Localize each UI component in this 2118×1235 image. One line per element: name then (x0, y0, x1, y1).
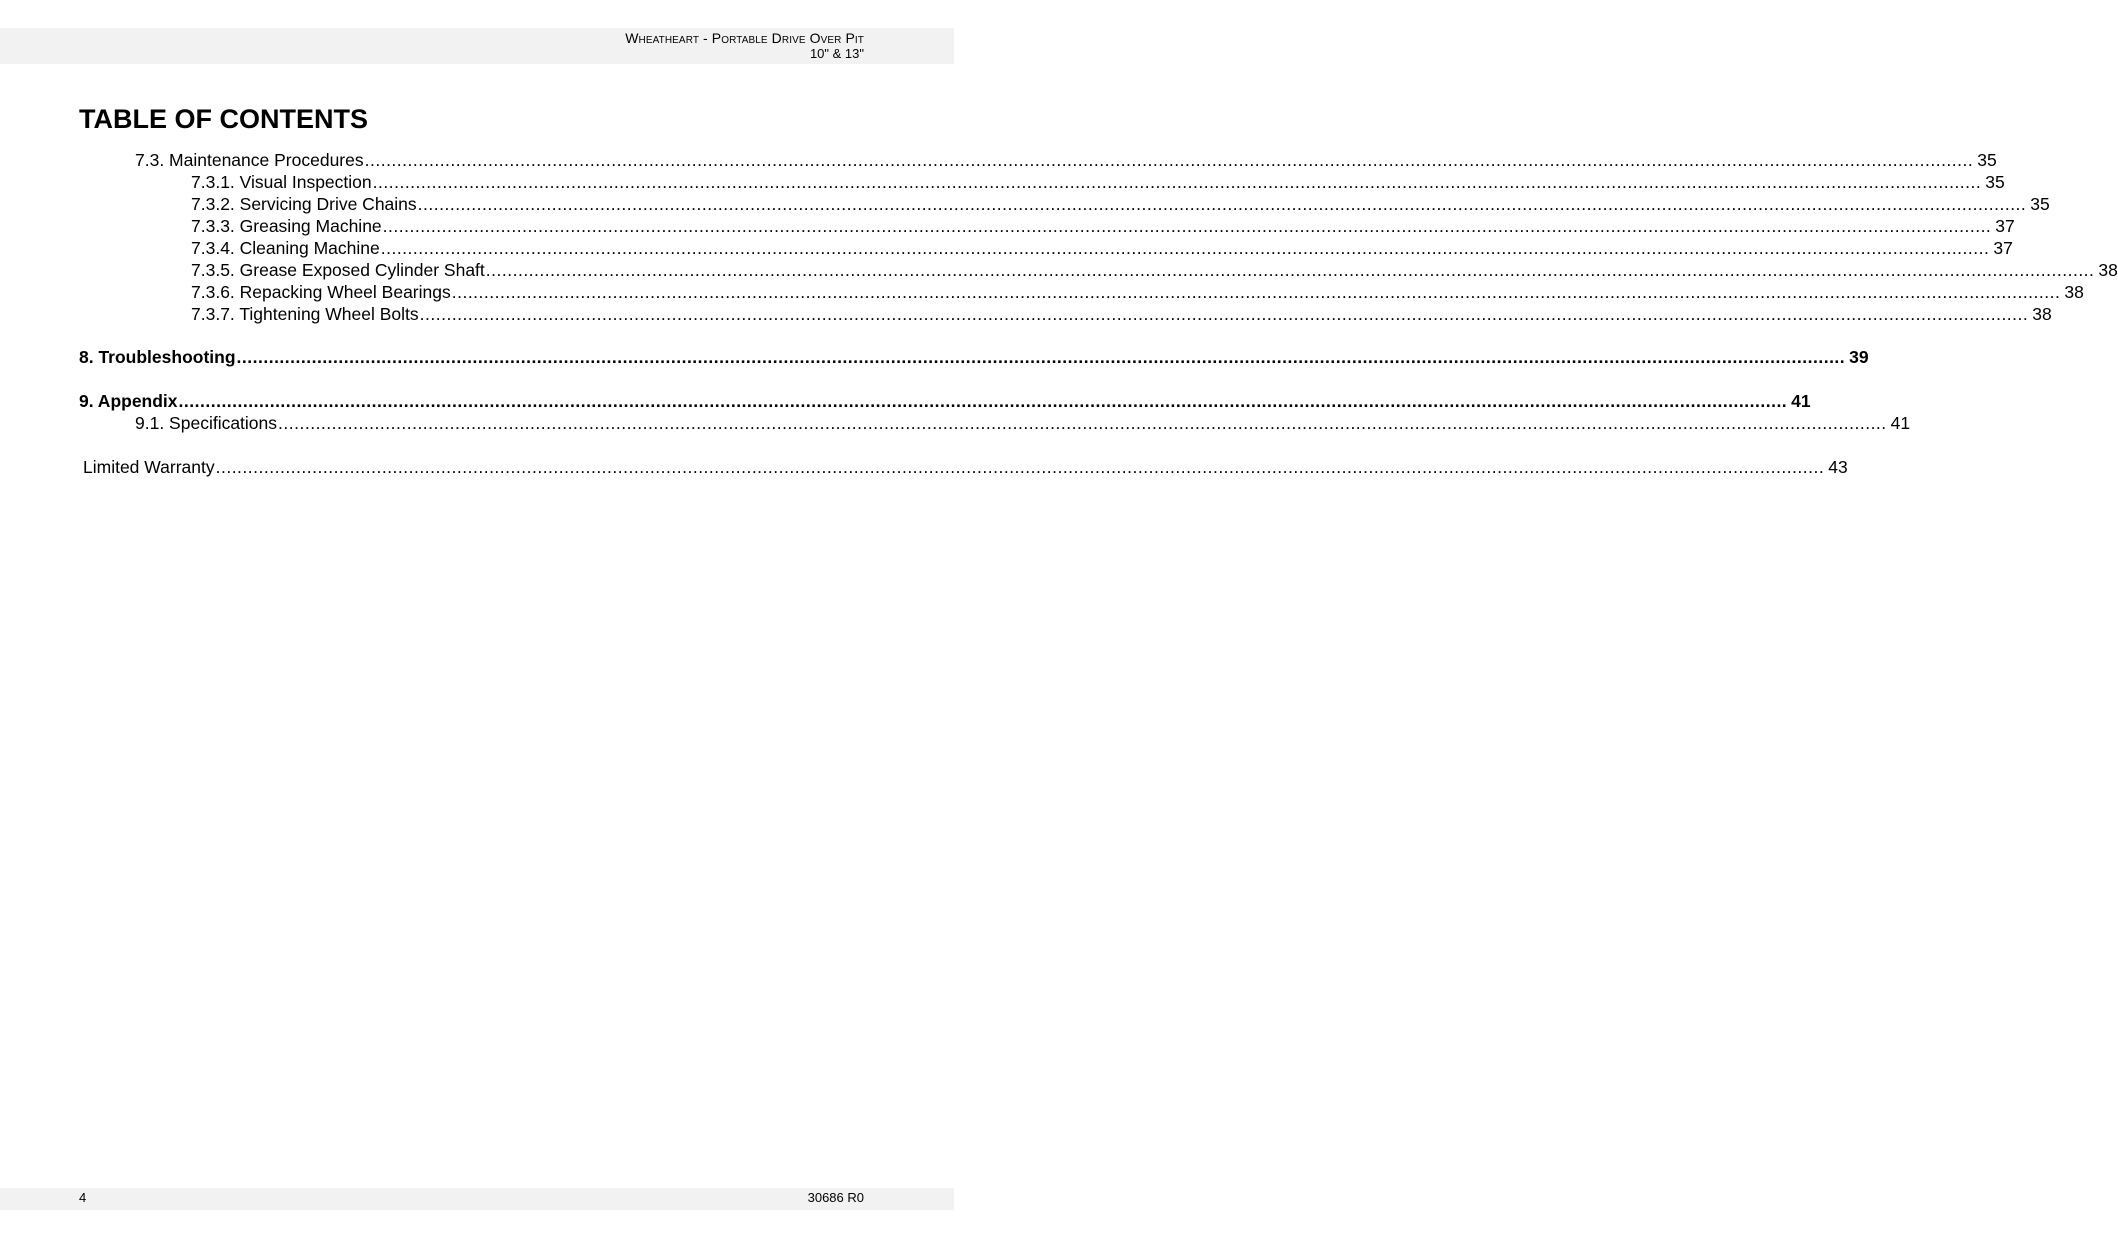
toc-entry[interactable] (79, 390, 1811, 412)
toc-leader-dots: ............................................................................................................................................................................................................................................................................................................ (451, 282, 2061, 302)
running-header (625, 30, 864, 62)
toc-leader-dots: ............................................................................................................................................................................................................................................................................................................ (382, 216, 1992, 236)
toc-entry[interactable] (83, 456, 1848, 478)
toc-entry[interactable] (191, 303, 2052, 325)
page-title: TABLE OF CONTENTS (79, 104, 368, 134)
header-subtitle: 10" & 13" (809, 46, 864, 61)
toc-leader-dots: ............................................................................................................................................................................................................................................................................................................ (278, 413, 1887, 433)
toc-entry-label: Limited Warranty (83, 457, 215, 477)
toc-leader-dots: ............................................................................................................................................................................................................................................................................................................ (236, 347, 1846, 367)
toc-entry-label: 7.3.7. Tightening Wheel Bolts (191, 304, 419, 324)
toc-entry-page: 38 (2032, 304, 2052, 324)
toc-entry[interactable] (79, 346, 1869, 368)
toc-entry-page: 35 (1985, 172, 2005, 192)
toc-leader-dots: ............................................................................................................................................................................................................................................................................................................ (364, 150, 1974, 170)
toc-leader-dots: ............................................................................................................................................................................................................................................................................................................ (178, 391, 1788, 411)
toc-entry[interactable] (191, 215, 2015, 237)
toc-entry-page: 43 (1828, 457, 1848, 477)
toc-entry-label: 7.3.3. Greasing Machine (191, 216, 382, 236)
toc-entry[interactable] (191, 237, 2013, 259)
toc-leader-dots: ............................................................................................................................................................................................................................................................................................................ (372, 172, 1982, 192)
toc-entry-page: 38 (2064, 282, 2084, 302)
toc-entry-label: 7.3.5. Grease Exposed Cylinder Shaft (191, 260, 485, 280)
toc-entry[interactable] (135, 149, 1997, 171)
toc-entry-page: 39 (1849, 347, 1869, 367)
toc-leader-dots: ............................................................................................................................................................................................................................................................................................................ (380, 238, 1990, 258)
footer-page-number: 4 (79, 1190, 87, 1205)
toc-entry-page: 41 (1791, 391, 1811, 411)
toc-entry[interactable] (191, 259, 2118, 281)
toc-entry-label: 9.1. Specifications (135, 413, 278, 433)
toc-entry[interactable] (191, 171, 2005, 193)
toc-entry-page: 35 (2030, 194, 2050, 214)
toc-entry-page: 37 (1995, 216, 2015, 236)
toc-entry-label: 9. Appendix (79, 391, 178, 411)
toc-entry-label: 7.3.2. Servicing Drive Chains (191, 194, 417, 214)
header-title: Wheatheart - Portable Drive Over Pit (625, 30, 864, 46)
toc-leader-dots: ............................................................................................................................................................................................................................................................................................................ (419, 304, 2029, 324)
toc-entry-label: 7.3.4. Cleaning Machine (191, 238, 380, 258)
toc-entry-page: 35 (1977, 150, 1997, 170)
toc-leader-dots: ............................................................................................................................................................................................................................................................................................................ (417, 194, 2027, 214)
toc-entry-label: 7.3. Maintenance Procedures (135, 150, 364, 170)
toc-entry-label: 7.3.6. Repacking Wheel Bearings (191, 282, 451, 302)
toc-leader-dots: ............................................................................................................................................................................................................................................................................................................ (485, 260, 2095, 280)
toc-entry[interactable] (191, 193, 2050, 215)
toc-entry-page: 37 (1993, 238, 2013, 258)
toc-entry-page: 38 (2098, 260, 2118, 280)
toc-entry[interactable] (135, 412, 1911, 434)
toc-leader-dots: ............................................................................................................................................................................................................................................................................................................ (215, 457, 1825, 477)
toc-entry-label: 8. Troubleshooting (79, 347, 236, 367)
footer-doc-number: 30686 R0 (807, 1190, 864, 1205)
toc-entry-label: 7.3.1. Visual Inspection (191, 172, 372, 192)
toc-entry-page: 41 (1890, 413, 1911, 433)
toc-entry[interactable] (191, 281, 2084, 303)
